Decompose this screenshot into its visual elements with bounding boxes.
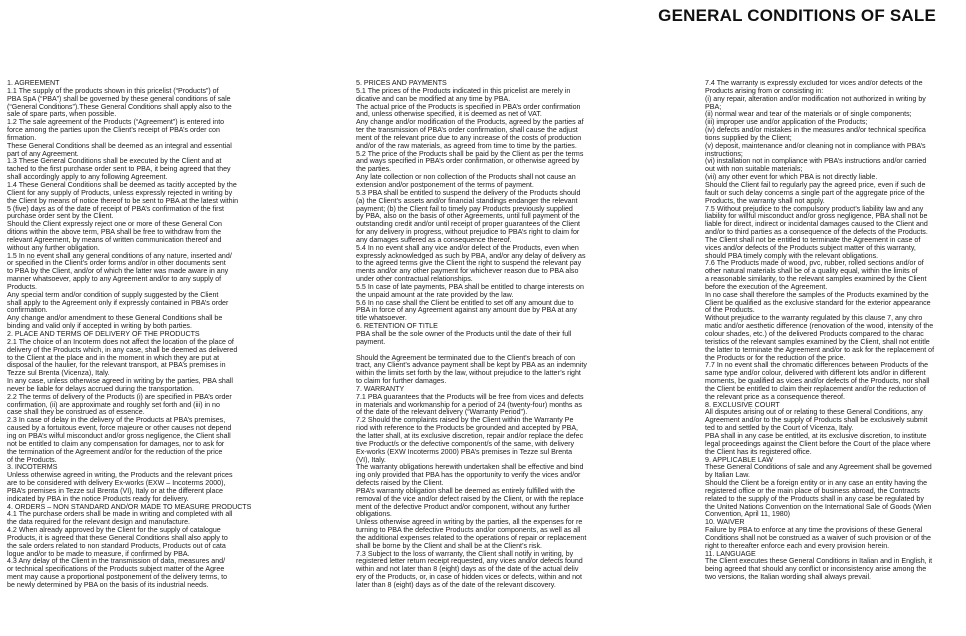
text-line: Convention, April 11, 1980): [705, 510, 791, 519]
text-line: same type and/or colour, delivered with different lots and/or in different: [705, 369, 926, 378]
text-line: ment of the defective Product and/or component, without any further: [356, 502, 570, 511]
text-line: 7.7 In no event shall the chromatic differences between Products of the: [705, 361, 929, 370]
text-line: 11. LANGUAGE: [705, 549, 756, 558]
text-line: Should the Client expressly reject one or more of these General Con: [7, 220, 222, 229]
text-line: Tezze sul Brenta (Vicenza), Italy.: [7, 369, 110, 378]
text-line: 2.1 The choice of an Incoterm does not affect the location of the place of: [7, 337, 234, 346]
text-line: to the agreed terms give the Client the right to suspend the relevant pay: [356, 259, 582, 268]
text-line: tached to the first purchase order sent to PBA, it being agreed that they: [7, 165, 231, 174]
text-line: or technical specifications of the Products subject matter of the Agree: [7, 565, 225, 574]
text-line: 7.1 PBA guarantees that the Products will be free from vices and defects: [356, 392, 584, 401]
text-line: Products, it is agreed that these General Conditions shall also apply to: [7, 533, 228, 542]
text-line: Products arising from or consisting in:: [705, 86, 824, 95]
text-line: ter the transmission of PBA’s order confirmation, shall cause the adjust: [356, 126, 578, 135]
text-line: The actual price of the Products is specified in PBA’s order confirmation: [356, 102, 581, 111]
text-line: (“General Conditions”).These General Conditions shall apply also to the: [7, 102, 232, 111]
text-line: the latter to terminate the Agreement and/or to ask for the replacement of: [705, 345, 935, 354]
text-line: expressly acknowledged as such by PBA, and/or any delay of delivery as: [356, 251, 586, 260]
text-line: 4. ORDERS – NON STANDARD AND/OR MADE TO MEASURE PRODUCTS: [7, 502, 252, 511]
text-line: Any special term and/or condition of supply suggested by the Client: [7, 290, 219, 299]
text-line: ted to and settled by the Court of Vicenza, Italy.: [705, 424, 854, 433]
text-line: removal of the vice and/or defect raised by the Client, or with the replace: [356, 494, 584, 503]
text-line: purchase order sent by the Client.: [7, 212, 114, 221]
text-line: liable for direct, indirect or incidental damages caused to the Client and: [705, 220, 928, 229]
text-line: 7.6 The Products made of wood, pvc, rubber, rolled sections and/or of: [705, 259, 924, 268]
text-line: obligations.: [356, 510, 392, 519]
column-3: [705, 80, 963, 582]
text-line: 7.4 The warranty is expressly excluded for vices and/or defects of the: [705, 80, 923, 87]
text-line: In no case shall therefore the samples of the Products examined by the: [705, 290, 929, 299]
text-line: liability for willful misconduct and/or gross negligence, PBA shall not be: [705, 212, 928, 221]
text-line: Client for any supply of Products, unless expressly rejected in writing by: [7, 188, 233, 197]
column-2: [356, 80, 696, 590]
text-line: 5.6 In no case shall the Client be entitled to set off any amount due to: [356, 298, 574, 307]
text-line: should PBA timely comply with the relevant obligations.: [705, 251, 879, 260]
text-line: the Products or for the reduction of the price.: [705, 353, 846, 362]
text-line: out with non suitable materials;: [705, 165, 803, 174]
text-line: ments and/or any other payment for whichever reason due to PBA also: [356, 267, 579, 276]
text-line: disposal of the haulier, for the relevant transport, at PBA’s premises in: [7, 361, 226, 370]
text-line: the latter shall, at its exclusive discretion, repair and/or replace the defec: [356, 431, 584, 440]
text-line: the Client has its registered office.: [705, 447, 812, 456]
text-line: logue and/or to be made to measure, if confirmed by PBA.: [7, 549, 190, 558]
text-line: 9. APPLICABLE LAW: [705, 455, 773, 464]
text-line: registered letter return receipt requested, any vices and/or defects found: [356, 557, 583, 566]
text-line: 5.4 In no event shall any vice and/or defect of the Products, even when: [356, 243, 579, 252]
text-line: Client be qualified as the exclusive standard for the exterior appearance: [705, 298, 931, 307]
text-line: 6. RETENTION OF TITLE: [356, 322, 438, 331]
text-line: sale of spare parts, when possible.: [7, 110, 117, 119]
page-title: GENERAL CONDITIONS OF SALE: [658, 6, 936, 25]
text-line: by PBA, also on the basis of other Agreements, until full payment of the: [356, 212, 580, 221]
text-line: ditions within the above term, PBA shall be free to withdraw from the: [7, 228, 222, 237]
text-line: PBA shall in any case be entitled, at its exclusive discretion, to institute: [705, 431, 927, 440]
column-1: [7, 80, 347, 590]
text-line: a reasonable similarity, to the relevant samples examined by the Client: [705, 275, 927, 284]
text-line: the unpaid amount at the rate provided by the law.: [356, 290, 514, 299]
text-line: of the Products.: [705, 306, 755, 315]
text-line: the parties.: [356, 165, 392, 174]
text-line: All disputes arising out of or relating to these General Conditions, any: [705, 408, 923, 417]
text-line: not be entitled to claim any compensation for damages, nor to ask for: [7, 439, 225, 448]
text-line: PBA shall be the sole owner of the Products until the date of their full: [356, 330, 572, 338]
text-line: registered office or the main place of business abroad, the Contracts: [705, 486, 920, 495]
text-line: binding and valid only if accepted in writing by both parties.: [7, 322, 192, 331]
text-line: the additional expenses related to the operations of repair or replacement: [356, 533, 587, 542]
text-line: confirmation.: [7, 306, 48, 315]
text-line: are to be considered with delivery Ex-works (EXW – Incoterms 2000),: [7, 479, 226, 488]
text-line: for any delivery in progress, without prejudice to PBA’s right to claim for: [356, 228, 580, 237]
text-line: 7.5 Without prejudice to the compulsory product’s liability law and any: [705, 204, 924, 213]
text-line: ing only provided that PBA has the opportunity to verify the vices and/or: [356, 471, 581, 480]
text-line: Failure by PBA to enforce at any time the provisions of these General: [705, 526, 923, 535]
text-line: The warranty obligations herewith undertaken shall be effective and bind: [356, 463, 584, 472]
text-line: 4.3 Any delay of the Client in the transmission of data, measures and/: [7, 557, 226, 566]
text-line: (v) deposit, maintenance and/or cleaning not in compliance with PBA’s: [705, 141, 926, 150]
text-line: 2.3 In case of delay in the delivery of the Products at PBA’s premises,: [7, 416, 226, 425]
text-line: tive Product/s or the defective component/s of the same, with delivery: [356, 439, 575, 448]
text-line: Products, the warranty shall not apply.: [705, 196, 825, 205]
text-line: outstanding credit and/or until receipt of proper guarantees of the Client: [356, 220, 580, 229]
text-line: The Client executes these General Conditions in Italian and in English, it: [705, 557, 933, 566]
text-line: 2. PLACE AND TERMS OF DELIVERY OF THE PRODUCTS: [7, 330, 200, 338]
text-line: (iv) defects and/or mistakes in the measures and/or technical specifica: [705, 126, 926, 135]
text-line: 5.1 The prices of the Products indicated in this pricelist are merely in: [356, 86, 571, 95]
text-line: Products.: [7, 282, 37, 291]
text-line: case shall they be construed as of essence.: [7, 408, 145, 417]
text-line: never be liable for delays accrued during the transportation.: [7, 384, 194, 393]
text-line: Any change and/or modification of the Products, agreed by the parties af: [356, 118, 584, 127]
text-line: turning to PBA the defective Products and/or components, as well as all: [356, 526, 581, 535]
text-line: teristics of the relevant samples examined by the Client, shall not entitle: [705, 337, 930, 346]
text-line: by Italian Law.: [705, 471, 750, 480]
text-line: shall accordingly apply to any following Agreement.: [7, 173, 168, 182]
text-line: Any late collection or non collection of the Products shall not cause an: [356, 173, 576, 182]
text-line: shall apply to the Agreement only if expressly contained in PBA’s order: [7, 298, 229, 307]
text-line: being agreed that should any conflict or inconsistency arise among the: [705, 565, 927, 574]
text-line: PBA SpA (“PBA”) shall be governed by these general conditions of sale: [7, 94, 231, 103]
text-line: (vii) any other event for which PBA is not directly liable.: [705, 173, 878, 182]
text-line: 1.5 In no event shall any general conditions of any nature, inserted and/: [7, 251, 232, 260]
text-line: Ex-works (EXW Incoterms 2000) PBA’s premises in Tezze sul Brenta: [356, 447, 573, 456]
text-line: later than 8 (eight) days as of the date of the relevant discovery.: [356, 581, 556, 589]
text-line: (i) any repair, alteration and/or modification not authorized in writing by: [705, 94, 926, 103]
text-line: Should the Client fail to regularly pay the agreed price, even if such de: [705, 180, 926, 189]
text-line: (vi) installation not in compliance with PBA’s instructions and/or carried: [705, 157, 927, 166]
text-line: 1. AGREEMENT: [7, 80, 60, 87]
text-line: and ways specified in PBA’s order confirmation, or otherwise agreed by: [356, 157, 580, 166]
text-line: title whatsoever.: [356, 314, 407, 323]
text-line: 7. WARRANTY: [356, 384, 405, 393]
text-line: part of any Agreement.: [7, 149, 79, 158]
text-line: riod with reference to the Products be grounded and accepted by PBA,: [356, 424, 579, 433]
text-line: These General Conditions of sale and any Agreement shall be governed: [705, 463, 932, 472]
text-line: other natural materials shall be of a quality equal, within the limits of: [705, 267, 918, 276]
text-line: PBA in force of any Agreement against any amount due by PBA at any: [356, 306, 577, 315]
text-line: 4.2 When already approved by the Client for the supply of catalogue: [7, 526, 221, 535]
text-line: These General Conditions shall be deemed as an integral and essential: [7, 141, 232, 150]
text-line: and/or to third parties as a consequence of the defects of the Products.: [705, 228, 928, 237]
text-line: defects raised by the Client.: [356, 479, 444, 488]
text-line: 5.2 The price of the Products shall be paid by the Client as per the terms: [356, 149, 584, 158]
text-line: be newly determined by PBA on the basis of its industrial needs.: [7, 581, 209, 589]
text-line: legal proceedings against the Client before the Court of the place where: [705, 439, 931, 448]
text-line: relevant Agreement, by means of written communication thereof and: [7, 235, 222, 244]
text-line: Agreement and/or to the supply of Products shall be exclusively submit: [705, 416, 928, 425]
text-line: within the limits set forth by the law, without prejudice to the latter’s right: [356, 369, 581, 378]
text-line: two versions, the Italian wording shall always prevail.: [705, 573, 871, 582]
text-line: delivery of the Products which, in any case, shall be deemed as delivered: [7, 345, 238, 354]
text-line: extension and/or postponement of the terms of payment.: [356, 180, 534, 189]
text-line: the relevant price as a consequence thereof.: [705, 392, 845, 401]
text-line: and/or of the raw materials, as agreed from time to time by the parties.: [356, 141, 577, 150]
text-line: fault or such delay concerns a single part of the aggregate price of the: [705, 188, 925, 197]
text-line: payment.: [356, 337, 386, 346]
text-line: In any case, unless otherwise agreed in writing by the parties, PBA shall: [7, 377, 233, 386]
text-line: 2.2 The terms of delivery of the Products (i) are specified in PBA’s order: [7, 392, 232, 401]
text-line: 7.3 Subject to the loss of warranty, the Client shall notify in writing, by: [356, 549, 574, 558]
text-line: ery of the Products, or, in case of hidden vices or defects, within and not: [356, 573, 582, 582]
text-line: 5.5 In case of late payments, PBA shall be entitled to charge interests on: [356, 282, 584, 291]
text-line: (a) the Client’s assets and/or financial standings endanger the relevant: [356, 196, 578, 205]
text-line: before the execution of the Agreement.: [705, 282, 828, 291]
text-line: PBA’s warranty obligation shall be deemed as entirely fulfilled with the: [356, 486, 575, 495]
text-line: the Client be entitled to claim their replacement and/or the reduction of: [705, 384, 926, 393]
text-line: and, unless otherwise specified, it is deemed as net of VAT.: [356, 110, 542, 119]
text-line: 3. INCOTERMS: [7, 463, 58, 472]
text-line: Should the Client be a foreign entity or in any case an entity having the: [705, 479, 928, 488]
text-line: right to thereafter enforce each and every provision herein.: [705, 541, 890, 550]
text-line: 1.2 The sale agreement of the Products (“Agreement”) is entered into: [7, 118, 225, 127]
text-line: manner whatsoever, apply to any Agreement and/or to any supply of: [7, 275, 222, 284]
text-line: Unless otherwise agreed in writing by the parties, all the expenses for re: [356, 518, 583, 527]
text-line: to claim for further damages.: [356, 377, 447, 386]
text-line: the United Nations Convention on the International Sale of Goods (Wien: [705, 502, 932, 511]
text-line: under other contractual relationships.: [356, 275, 473, 284]
text-line: the data required for the relevant design and manufacture.: [7, 518, 190, 527]
text-line: without any further obligation.: [7, 243, 100, 252]
text-line: 10. WAIVER: [705, 518, 745, 527]
text-line: indicated by PBA in the notice Products ready for delivery.: [7, 494, 189, 503]
text-line: 1.1 The supply of the products shown in this pricelist (“Products”) of: [7, 86, 219, 95]
text-line: 4.1 The purchase orders shall be made in writing and completed with all: [7, 510, 233, 519]
text-line: related to the supply of the Products shall in any case be regulated by: [705, 494, 924, 503]
text-line: shall be borne by the Client and shall be at the Client’s risk.: [356, 541, 542, 550]
text-line: ment of the relevant price due to any increase of the costs of production: [356, 133, 582, 142]
text-line: 5. PRICES AND PAYMENTS: [356, 80, 447, 87]
text-line: dicative and can be modified at any time by PBA.: [356, 94, 511, 103]
text-line: caused by a fortuitous event, force majeure or other causes not depend: [7, 424, 232, 433]
text-line: of the date of the relevant delivery (“Warranty Period”).: [356, 408, 528, 417]
text-line: tract, any Client’s advance payment shall be kept by PBA as an indemnity: [356, 361, 587, 370]
text-line: the Client by means of notice thereof to be sent to PBA at the latest within: [7, 196, 239, 205]
text-line: Any change and/or amendment to these General Conditions shall be: [7, 314, 223, 323]
text-line: of the Products.: [7, 455, 57, 464]
text-line: any damages suffered as a consequence thereof.: [356, 235, 512, 244]
text-line: (iii) improper use and/or application of the Products;: [705, 118, 868, 127]
text-line: 1.4 These General Conditions shall be deemed as tacitly accepted by the: [7, 180, 237, 189]
text-line: The Client shall not be entitled to terminate the Agreement in case of: [705, 235, 921, 244]
text-line: instructions;: [705, 149, 743, 158]
text-line: Conditions shall not be construed as a waiver of such provision or of the: [705, 533, 931, 542]
text-line: 5 (five) days as of the date of receipt of PBA’s confirmation of the first: [7, 204, 224, 213]
text-line: 5.3 PBA shall be entitled to suspend the delivery of the Products should: [356, 188, 581, 197]
text-line: PBA’s premises in Tezze sul Brenta (VI), Italy or at the different place: [7, 486, 223, 495]
text-line: PBA;: [705, 102, 722, 111]
text-line: Should the Agreement be terminated due to the Client’s breach of con: [356, 353, 576, 362]
text-line: moments, be qualified as vices and/or defects of the Products, nor shall: [705, 377, 930, 386]
text-line: (ii) normal wear and tear of the materials or of single components;: [705, 110, 912, 119]
text-line: to PBA by the Client, and/or of which the latter was made aware in any: [7, 267, 229, 276]
text-line: firmation.: [7, 133, 37, 142]
text-line: tions supplied by the Client;: [705, 133, 792, 142]
text-line: Unless otherwise agreed in writing, the Products and the relevant prices: [7, 471, 233, 480]
text-line: the sale orders related to non standard Products, Products out of cata: [7, 541, 226, 550]
text-line: matic and/or aesthetic difference (renovation of the wood, intensity of the: [705, 322, 934, 331]
text-line: 8. EXCLUSIVE COURT: [705, 400, 780, 409]
text-line: 7.2 Should the complaints raised by the Client within the Warranty Pe: [356, 416, 574, 425]
text-line: within and not later than 8 (eight) days as of the date of the actual deliv: [356, 565, 579, 574]
text-line: ing on PBA’s wilful misconduct and/or gross negligence, the Client shall: [7, 431, 231, 440]
text-line: confirmation, (ii) are approximate and roughly set forth and (iii) in no: [7, 400, 220, 409]
text-line: the termination of the Agreement and/or for the reduction of the price: [7, 447, 223, 456]
text-line: (VI), Italy.: [356, 455, 386, 464]
text-line: vices and/or defects of the Products subject matter of this warranty,: [705, 243, 916, 252]
text-line: ment may cause a proportional postponement of the delivery terms, to: [7, 573, 228, 582]
text-line: force among the parties upon the Client’s receipt of PBA’s order con: [7, 126, 220, 135]
text-line: Without prejudice to the warranty regulated by this clause 7, any chro: [705, 314, 923, 323]
text-line: in materials and workmanship for a period of 24 (twenty-four) months as: [356, 400, 582, 409]
text-line: 1.3 These General Conditions shall be executed by the Client and at: [7, 157, 222, 166]
text-line: payment; (b) the Client fail to timely pay Products previously supplied: [356, 204, 573, 213]
text-line: colour shades, etc.) of the delivered Products compared to the charac: [705, 330, 924, 338]
text-line: or specified in the Client’s order forms and/or in other documents sent: [7, 259, 226, 268]
text-line: to the Client at the place and in the moment in which they are put at: [7, 353, 220, 362]
